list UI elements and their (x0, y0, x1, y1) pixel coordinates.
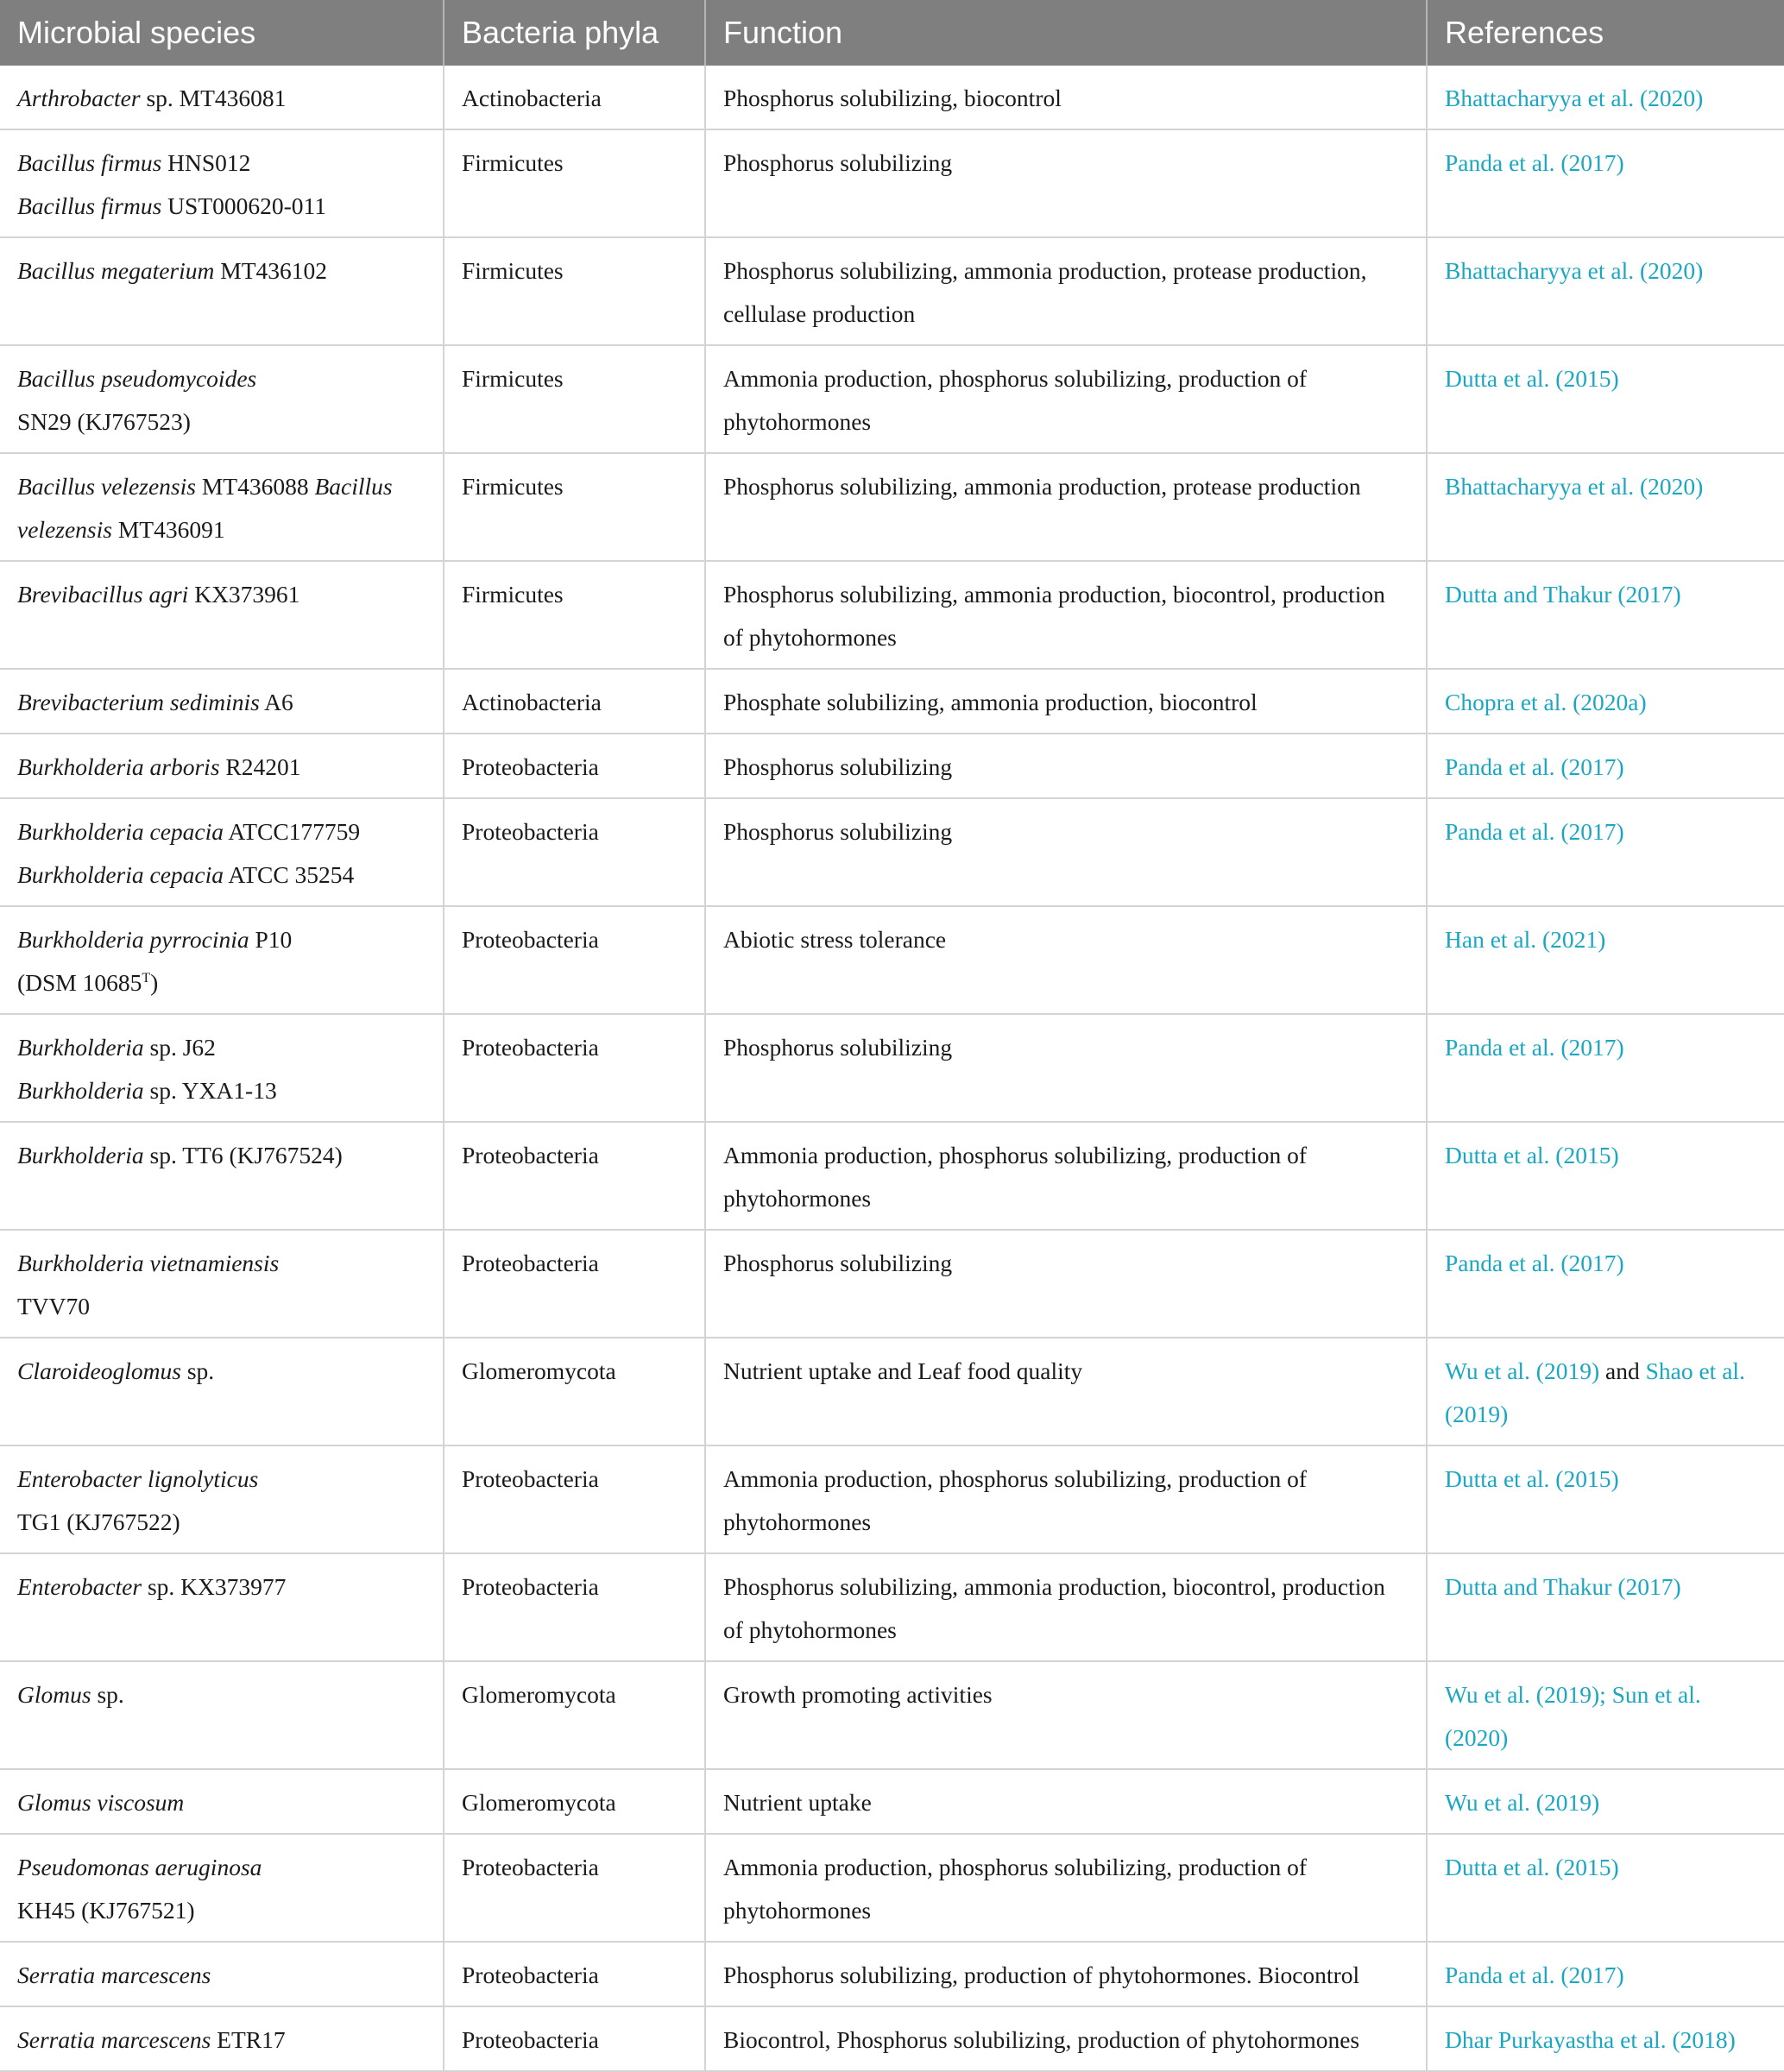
cell-function: Phosphorus solubilizing, ammonia production, protease production, cellulase production (705, 237, 1427, 345)
species-name-italic: Burkholderia arboris (17, 753, 220, 780)
species-name-italic: Bacillus velezensis (17, 473, 393, 543)
strain-id: SN29 (KJ767523) (17, 408, 191, 435)
cell-bacteria-phyla: Glomeromycota (444, 1661, 705, 1769)
reference-link[interactable]: Chopra et al. (2020a) (1445, 689, 1647, 715)
cell-function: Phosphorus solubilizing, ammonia production, protease production (705, 453, 1427, 561)
species-name-italic: Burkholderia cepacia (17, 818, 224, 845)
reference-link[interactable]: Sun et al. (2020) (1445, 1681, 1701, 1751)
species-name-italic: Bacillus megaterium (17, 257, 215, 284)
cell-microbial-species (0, 906, 444, 1014)
cell-function: Phosphorus solubilizing, ammonia production, biocontrol, production of phytohormones (705, 561, 1427, 669)
strain-id: sp. (180, 1357, 215, 1384)
strain-id: UST000620-011 (161, 192, 327, 219)
cell-microbial-species (0, 453, 444, 561)
cell-references (1427, 1834, 1784, 1942)
cell-references (1427, 734, 1784, 798)
cell-microbial-species (0, 669, 444, 734)
table-row (0, 1553, 1784, 1661)
reference-link[interactable]: Bhattacharyya et al. (2020) (1445, 85, 1704, 111)
cell-microbial-species (0, 734, 444, 798)
species-name-italic: Burkholderia vietnamiensis (17, 1250, 280, 1276)
table-row (0, 2006, 1784, 2071)
table-row (0, 734, 1784, 798)
species-name-italic: Glomus viscosum (17, 1789, 185, 1816)
species-name-italic: Serratia marcescens (17, 1962, 211, 1988)
cell-references (1427, 1769, 1784, 1834)
cell-references (1427, 1445, 1784, 1553)
cell-function: Phosphorus solubilizing (705, 1230, 1427, 1338)
cell-references (1427, 1942, 1784, 2006)
cell-bacteria-phyla: Proteobacteria (444, 906, 705, 1014)
table-row (0, 237, 1784, 345)
strain-id: MT436102 (214, 257, 327, 284)
cell-references (1427, 1122, 1784, 1230)
table-row (0, 561, 1784, 669)
cell-microbial-species (0, 1445, 444, 1553)
species-name-italic: Burkholderia (17, 1077, 144, 1104)
cell-microbial-species (0, 345, 444, 453)
strain-id: HNS012 (161, 149, 251, 176)
table-header (0, 0, 1784, 66)
reference-link[interactable]: Panda et al. (2017) (1445, 1962, 1624, 1988)
strain-id: ATCC177759 (224, 818, 361, 845)
cell-microbial-species (0, 798, 444, 906)
cell-references (1427, 453, 1784, 561)
table-body (0, 66, 1784, 2071)
cell-references (1427, 1014, 1784, 1122)
cell-references (1427, 345, 1784, 453)
cell-function: Nutrient uptake (705, 1769, 1427, 1834)
header-microbial-species: Microbial species (0, 0, 444, 66)
table-row (0, 1942, 1784, 2006)
cell-references (1427, 669, 1784, 734)
cell-microbial-species (0, 1014, 444, 1122)
cell-function: Phosphorus solubilizing (705, 129, 1427, 237)
cell-bacteria-phyla: Proteobacteria (444, 1014, 705, 1122)
species-name-italic: Burkholderia (17, 1034, 144, 1061)
cell-microbial-species (0, 1769, 444, 1834)
strain-id: sp. MT436081 (140, 85, 287, 111)
species-name-italic: Brevibacterium sediminis (17, 689, 260, 715)
reference-link[interactable]: Panda et al. (2017) (1445, 1034, 1624, 1061)
cell-microbial-species (0, 1122, 444, 1230)
cell-function: Biocontrol, Phosphorus solubilizing, production of phytohormones (705, 2006, 1427, 2071)
species-name-italic: Bacillus firmus (17, 149, 162, 176)
strain-id: sp. (91, 1681, 124, 1708)
cell-microbial-species (0, 1661, 444, 1769)
reference-link[interactable]: Wu et al. (2019) (1445, 1789, 1600, 1816)
cell-references (1427, 129, 1784, 237)
cell-bacteria-phyla: Proteobacteria (444, 1122, 705, 1230)
table-row (0, 1834, 1784, 1942)
cell-bacteria-phyla: Proteobacteria (444, 1445, 705, 1553)
header-bacteria-phyla: Bacteria phyla (444, 0, 705, 66)
cell-bacteria-phyla: Actinobacteria (444, 669, 705, 734)
header-function: Function (705, 0, 1427, 66)
cell-references (1427, 561, 1784, 669)
species-name-italic: Serratia marcescens (17, 2026, 211, 2053)
cell-function: Phosphorus solubilizing (705, 1014, 1427, 1122)
table-row (0, 1338, 1784, 1445)
cell-bacteria-phyla: Proteobacteria (444, 2006, 705, 2071)
reference-link[interactable]: Bhattacharyya et al. (2020) (1445, 473, 1704, 500)
reference-link[interactable]: Shao et al. (2019) (1445, 1357, 1745, 1427)
cell-bacteria-phyla: Proteobacteria (444, 1230, 705, 1338)
cell-microbial-species (0, 1230, 444, 1338)
header-row (0, 0, 1784, 66)
species-name-italic: Brevibacillus agri (17, 581, 189, 608)
cell-references (1427, 798, 1784, 906)
species-name-italic: Pseudomonas aeruginosa (17, 1854, 262, 1880)
strain-id: sp. J62 (143, 1034, 216, 1061)
species-name-italic: Bacillus velezensis (17, 473, 196, 500)
reference-connector: and (1599, 1357, 1646, 1384)
strain-id: TG1 (KJ767522) (17, 1508, 180, 1535)
cell-references (1427, 1661, 1784, 1769)
table-row (0, 129, 1784, 237)
cell-bacteria-phyla: Firmicutes (444, 345, 705, 453)
cell-function: Abiotic stress tolerance (705, 906, 1427, 1014)
species-name-italic: Glomus (17, 1681, 91, 1708)
reference-link[interactable]: Dutta and Thakur (2017) (1445, 1573, 1681, 1600)
strain-id: MT436091 (111, 516, 225, 543)
species-name-italic: Arthrobacter (17, 85, 141, 111)
table-row (0, 669, 1784, 734)
reference-link[interactable]: Han et al. (2021) (1445, 926, 1606, 953)
cell-bacteria-phyla: Glomeromycota (444, 1769, 705, 1834)
cell-microbial-species (0, 2006, 444, 2071)
reference-link[interactable]: Dutta et al. (2015) (1445, 365, 1619, 392)
table-row (0, 1445, 1784, 1553)
species-name-italic: Enterobacter (17, 1573, 142, 1600)
cell-function: Phosphate solubilizing, ammonia production, biocontrol (705, 669, 1427, 734)
cell-microbial-species (0, 561, 444, 669)
cell-references (1427, 1553, 1784, 1661)
cell-function: Phosphorus solubilizing, ammonia production, biocontrol, production of phytohormones (705, 1553, 1427, 1661)
cell-function: Nutrient uptake and Leaf food quality (705, 1338, 1427, 1445)
cell-bacteria-phyla: Actinobacteria (444, 66, 705, 129)
species-name-italic: Claroideoglomus (17, 1357, 181, 1384)
table-row (0, 906, 1784, 1014)
strain-id: KX373961 (188, 581, 300, 608)
strain-id: MT436088 (195, 473, 315, 500)
cell-references (1427, 1230, 1784, 1338)
reference-link[interactable]: Wu et al. (2019) (1445, 1357, 1600, 1384)
reference-link[interactable]: Bhattacharyya et al. (2020) (1445, 257, 1704, 284)
strain-id: TVV70 (17, 1293, 91, 1319)
cell-microbial-species (0, 1338, 444, 1445)
cell-bacteria-phyla: Firmicutes (444, 129, 705, 237)
strain-id: sp. YXA1-13 (143, 1077, 277, 1104)
cell-microbial-species (0, 1834, 444, 1942)
strain-id: KH45 (KJ767521) (17, 1897, 195, 1924)
reference-link[interactable]: Dutta et al. (2015) (1445, 1854, 1619, 1880)
strain-id: A6 (259, 689, 293, 715)
species-name-italic: Burkholderia (17, 1142, 144, 1168)
reference-link[interactable]: Panda et al. (2017) (1445, 149, 1624, 176)
strain-id: sp. TT6 (KJ767524) (143, 1142, 343, 1168)
cell-microbial-species (0, 1942, 444, 2006)
cell-function: Ammonia production, phosphorus solubilizing, production of phytohormones (705, 345, 1427, 453)
species-name-italic: Burkholderia pyrrocinia (17, 926, 249, 953)
species-name-italic: Bacillus firmus (17, 192, 162, 219)
table-row (0, 1769, 1784, 1834)
strain-id: P10 (249, 926, 293, 953)
table-row (0, 1122, 1784, 1230)
cell-references (1427, 237, 1784, 345)
species-name-italic: Bacillus pseudomycoides (17, 365, 257, 392)
cell-bacteria-phyla: Proteobacteria (444, 798, 705, 906)
strain-id: ATCC 35254 (224, 861, 355, 888)
cell-bacteria-phyla: Proteobacteria (444, 1553, 705, 1661)
table-row (0, 1661, 1784, 1769)
type-strain-superscript: T (142, 970, 151, 986)
table-row (0, 798, 1784, 906)
reference-link[interactable]: Dutta et al. (2015) (1445, 1142, 1619, 1168)
cell-bacteria-phyla: Firmicutes (444, 561, 705, 669)
strain-id-suffix: ) (150, 969, 159, 996)
reference-link[interactable]: Panda et al. (2017) (1445, 1250, 1624, 1276)
cell-bacteria-phyla: Glomeromycota (444, 1338, 705, 1445)
species-name-italic: Enterobacter lignolyticus (17, 1465, 259, 1492)
table-row (0, 453, 1784, 561)
cell-bacteria-phyla: Proteobacteria (444, 734, 705, 798)
reference-link[interactable]: ; (1599, 1681, 1612, 1708)
cell-references (1427, 1338, 1784, 1445)
table-row (0, 345, 1784, 453)
reference-link[interactable]: Panda et al. (2017) (1445, 753, 1624, 780)
reference-link[interactable]: Panda et al. (2017) (1445, 818, 1624, 845)
cell-bacteria-phyla: Firmicutes (444, 237, 705, 345)
cell-microbial-species (0, 129, 444, 237)
cell-function: Growth promoting activities (705, 1661, 1427, 1769)
header-references: References (1427, 0, 1784, 66)
cell-microbial-species (0, 237, 444, 345)
reference-link[interactable]: Wu et al. (2019) (1445, 1681, 1600, 1708)
table-row (0, 66, 1784, 129)
cell-bacteria-phyla: Firmicutes (444, 453, 705, 561)
strain-id: R24201 (219, 753, 301, 780)
table-row (0, 1014, 1784, 1122)
cell-microbial-species (0, 1553, 444, 1661)
reference-link[interactable]: Dutta and Thakur (2017) (1445, 581, 1681, 608)
table-row (0, 1230, 1784, 1338)
reference-link[interactable]: Dhar Purkayastha et al. (2018) (1445, 2026, 1736, 2053)
strain-id: (DSM 10685 (17, 969, 142, 996)
cell-function: Phosphorus solubilizing (705, 734, 1427, 798)
cell-function: Ammonia production, phosphorus solubilizing, production of phytohormones (705, 1445, 1427, 1553)
cell-microbial-species (0, 66, 444, 129)
cell-function: Ammonia production, phosphorus solubilizing, production of phytohormones (705, 1122, 1427, 1230)
cell-bacteria-phyla: Proteobacteria (444, 1942, 705, 2006)
cell-function: Phosphorus solubilizing, biocontrol (705, 66, 1427, 129)
species-name-italic: Burkholderia cepacia (17, 861, 224, 888)
cell-references (1427, 2006, 1784, 2071)
cell-references (1427, 66, 1784, 129)
strain-id: sp. KX373977 (142, 1573, 287, 1600)
cell-bacteria-phyla: Proteobacteria (444, 1834, 705, 1942)
cell-function: Ammonia production, phosphorus solubilizing, production of phytohormones (705, 1834, 1427, 1942)
reference-link[interactable]: Dutta et al. (2015) (1445, 1465, 1619, 1492)
cell-function: Phosphorus solubilizing, production of phytohormones. Biocontrol (705, 1942, 1427, 2006)
cell-references (1427, 906, 1784, 1014)
cell-function: Phosphorus solubilizing (705, 798, 1427, 906)
strain-id: ETR17 (211, 2026, 286, 2053)
